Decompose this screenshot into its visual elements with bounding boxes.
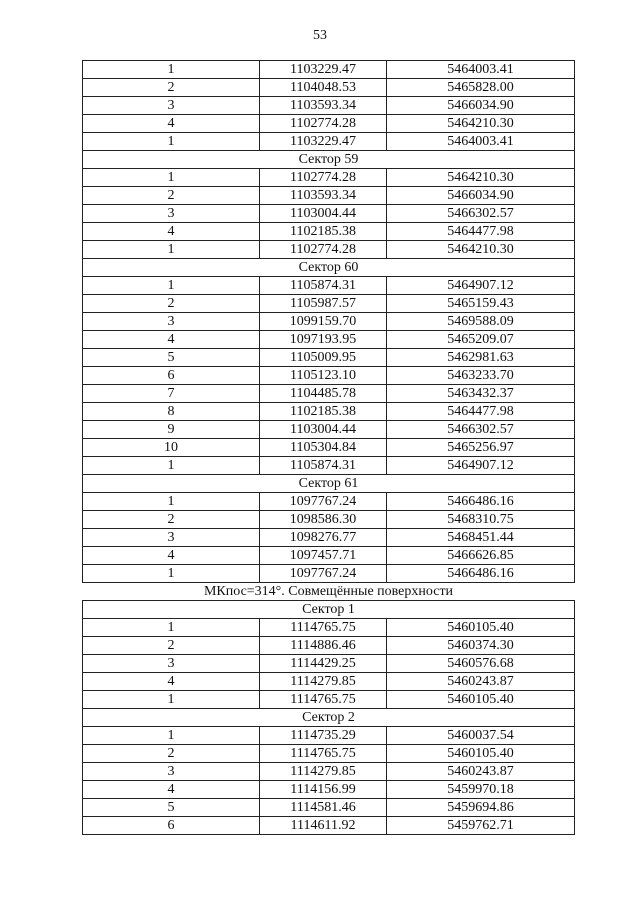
y-coordinate-cell: 5460105.40 [387, 619, 575, 637]
point-number-cell: 4 [83, 781, 260, 799]
point-number-cell: 6 [83, 367, 260, 385]
x-coordinate-cell: 1105009.95 [260, 349, 387, 367]
x-coordinate-cell: 1104485.78 [260, 385, 387, 403]
y-coordinate-cell: 5460037.54 [387, 727, 575, 745]
table-row [83, 295, 575, 313]
x-coordinate-cell: 1105304.84 [260, 439, 387, 457]
point-number-cell: 4 [83, 223, 260, 241]
x-coordinate-cell: 1114765.75 [260, 619, 387, 637]
section-title-row [83, 583, 575, 601]
y-coordinate-cell: 5459694.86 [387, 799, 575, 817]
y-coordinate-cell: 5466302.57 [387, 205, 575, 223]
x-coordinate-cell: 1114735.29 [260, 727, 387, 745]
point-number-cell: 4 [83, 115, 260, 133]
table-row [83, 421, 575, 439]
y-coordinate-cell: 5460374.30 [387, 637, 575, 655]
point-number-cell: 2 [83, 187, 260, 205]
sector-header: Сектор 2 [83, 709, 575, 727]
table-row [83, 331, 575, 349]
point-number-cell: 3 [83, 763, 260, 781]
y-coordinate-cell: 5462981.63 [387, 349, 575, 367]
y-coordinate-cell: 5464477.98 [387, 403, 575, 421]
point-number-cell: 7 [83, 385, 260, 403]
sector-header: Сектор 59 [83, 151, 575, 169]
table-row [83, 547, 575, 565]
point-number-cell: 3 [83, 97, 260, 115]
y-coordinate-cell: 5463233.70 [387, 367, 575, 385]
table-row [83, 205, 575, 223]
y-coordinate-cell: 5464907.12 [387, 457, 575, 475]
table-row [83, 187, 575, 205]
y-coordinate-cell: 5466034.90 [387, 97, 575, 115]
x-coordinate-cell: 1105874.31 [260, 457, 387, 475]
table-row [83, 799, 575, 817]
table-row [83, 727, 575, 745]
x-coordinate-cell: 1114279.85 [260, 673, 387, 691]
x-coordinate-cell: 1105987.57 [260, 295, 387, 313]
point-number-cell: 2 [83, 79, 260, 97]
y-coordinate-cell: 5465209.07 [387, 331, 575, 349]
table-row [83, 691, 575, 709]
x-coordinate-cell: 1105123.10 [260, 367, 387, 385]
table-row [83, 169, 575, 187]
y-coordinate-cell: 5465159.43 [387, 295, 575, 313]
x-coordinate-cell: 1114429.25 [260, 655, 387, 673]
x-coordinate-cell: 1102774.28 [260, 169, 387, 187]
point-number-cell: 1 [83, 61, 260, 79]
x-coordinate-cell: 1099159.70 [260, 313, 387, 331]
point-number-cell: 4 [83, 547, 260, 565]
y-coordinate-cell: 5460243.87 [387, 673, 575, 691]
point-number-cell: 3 [83, 205, 260, 223]
x-coordinate-cell: 1097767.24 [260, 493, 387, 511]
x-coordinate-cell: 1097457.71 [260, 547, 387, 565]
table-row [83, 79, 575, 97]
table-row [83, 313, 575, 331]
x-coordinate-cell: 1102185.38 [260, 403, 387, 421]
x-coordinate-cell: 1103593.34 [260, 187, 387, 205]
table-row [83, 133, 575, 151]
point-number-cell: 1 [83, 565, 260, 583]
x-coordinate-cell: 1114581.46 [260, 799, 387, 817]
y-coordinate-cell: 5459762.71 [387, 817, 575, 835]
table-row [83, 241, 575, 259]
y-coordinate-cell: 5463432.37 [387, 385, 575, 403]
coordinates-table [82, 60, 575, 835]
y-coordinate-cell: 5466302.57 [387, 421, 575, 439]
table-row [83, 619, 575, 637]
point-number-cell: 4 [83, 331, 260, 349]
point-number-cell: 1 [83, 457, 260, 475]
page-number: 53 [313, 28, 327, 43]
point-number-cell: 3 [83, 655, 260, 673]
point-number-cell: 5 [83, 799, 260, 817]
sector-header-row [83, 151, 575, 169]
table-row [83, 61, 575, 79]
x-coordinate-cell: 1102774.28 [260, 115, 387, 133]
point-number-cell: 6 [83, 817, 260, 835]
x-coordinate-cell: 1104048.53 [260, 79, 387, 97]
table-row [83, 367, 575, 385]
x-coordinate-cell: 1105874.31 [260, 277, 387, 295]
table-row [83, 439, 575, 457]
point-number-cell: 1 [83, 133, 260, 151]
x-coordinate-cell: 1103593.34 [260, 97, 387, 115]
y-coordinate-cell: 5464003.41 [387, 61, 575, 79]
sector-header: Сектор 60 [83, 259, 575, 277]
point-number-cell: 2 [83, 511, 260, 529]
sector-header-row [83, 259, 575, 277]
table-row [83, 511, 575, 529]
y-coordinate-cell: 5464210.30 [387, 241, 575, 259]
table-row [83, 457, 575, 475]
y-coordinate-cell: 5464907.12 [387, 277, 575, 295]
y-coordinate-cell: 5466034.90 [387, 187, 575, 205]
x-coordinate-cell: 1103004.44 [260, 205, 387, 223]
coordinates-table-body [83, 61, 575, 835]
sector-header: Сектор 1 [83, 601, 575, 619]
y-coordinate-cell: 5465828.00 [387, 79, 575, 97]
y-coordinate-cell: 5466626.85 [387, 547, 575, 565]
point-number-cell: 1 [83, 241, 260, 259]
x-coordinate-cell: 1102774.28 [260, 241, 387, 259]
y-coordinate-cell: 5460105.40 [387, 691, 575, 709]
table-row [83, 403, 575, 421]
table-row [83, 277, 575, 295]
table-row [83, 493, 575, 511]
y-coordinate-cell: 5464210.30 [387, 115, 575, 133]
y-coordinate-cell: 5465256.97 [387, 439, 575, 457]
table-row [83, 529, 575, 547]
x-coordinate-cell: 1102185.38 [260, 223, 387, 241]
x-coordinate-cell: 1103004.44 [260, 421, 387, 439]
point-number-cell: 1 [83, 493, 260, 511]
table-row [83, 223, 575, 241]
table-row [83, 637, 575, 655]
table-row [83, 817, 575, 835]
table-row [83, 385, 575, 403]
y-coordinate-cell: 5464003.41 [387, 133, 575, 151]
table-row [83, 115, 575, 133]
x-coordinate-cell: 1098586.30 [260, 511, 387, 529]
y-coordinate-cell: 5460576.68 [387, 655, 575, 673]
table-row [83, 781, 575, 799]
point-number-cell: 1 [83, 691, 260, 709]
point-number-cell: 2 [83, 745, 260, 763]
table-row [83, 745, 575, 763]
x-coordinate-cell: 1114279.85 [260, 763, 387, 781]
y-coordinate-cell: 5466486.16 [387, 565, 575, 583]
point-number-cell: 1 [83, 727, 260, 745]
table-row [83, 673, 575, 691]
point-number-cell: 10 [83, 439, 260, 457]
sector-header-row [83, 601, 575, 619]
x-coordinate-cell: 1097193.95 [260, 331, 387, 349]
y-coordinate-cell: 5464210.30 [387, 169, 575, 187]
y-coordinate-cell: 5464477.98 [387, 223, 575, 241]
sector-header: Сектор 61 [83, 475, 575, 493]
x-coordinate-cell: 1114611.92 [260, 817, 387, 835]
table-row [83, 655, 575, 673]
point-number-cell: 2 [83, 637, 260, 655]
table-row [83, 565, 575, 583]
x-coordinate-cell: 1114156.99 [260, 781, 387, 799]
sector-header-row [83, 709, 575, 727]
x-coordinate-cell: 1103229.47 [260, 133, 387, 151]
point-number-cell: 2 [83, 295, 260, 313]
point-number-cell: 4 [83, 673, 260, 691]
y-coordinate-cell: 5469588.09 [387, 313, 575, 331]
point-number-cell: 1 [83, 169, 260, 187]
x-coordinate-cell: 1114765.75 [260, 745, 387, 763]
y-coordinate-cell: 5466486.16 [387, 493, 575, 511]
sector-header-row [83, 475, 575, 493]
point-number-cell: 9 [83, 421, 260, 439]
point-number-cell: 1 [83, 277, 260, 295]
point-number-cell: 3 [83, 313, 260, 331]
x-coordinate-cell: 1097767.24 [260, 565, 387, 583]
y-coordinate-cell: 5468310.75 [387, 511, 575, 529]
y-coordinate-cell: 5460105.40 [387, 745, 575, 763]
point-number-cell: 3 [83, 529, 260, 547]
point-number-cell: 8 [83, 403, 260, 421]
x-coordinate-cell: 1103229.47 [260, 61, 387, 79]
section-title: МКпос=314°. Совмещённые поверхности [83, 583, 575, 601]
y-coordinate-cell: 5459970.18 [387, 781, 575, 799]
x-coordinate-cell: 1114765.75 [260, 691, 387, 709]
table-row [83, 763, 575, 781]
x-coordinate-cell: 1098276.77 [260, 529, 387, 547]
y-coordinate-cell: 5460243.87 [387, 763, 575, 781]
x-coordinate-cell: 1114886.46 [260, 637, 387, 655]
point-number-cell: 1 [83, 619, 260, 637]
table-row [83, 349, 575, 367]
point-number-cell: 5 [83, 349, 260, 367]
y-coordinate-cell: 5468451.44 [387, 529, 575, 547]
table-row [83, 97, 575, 115]
